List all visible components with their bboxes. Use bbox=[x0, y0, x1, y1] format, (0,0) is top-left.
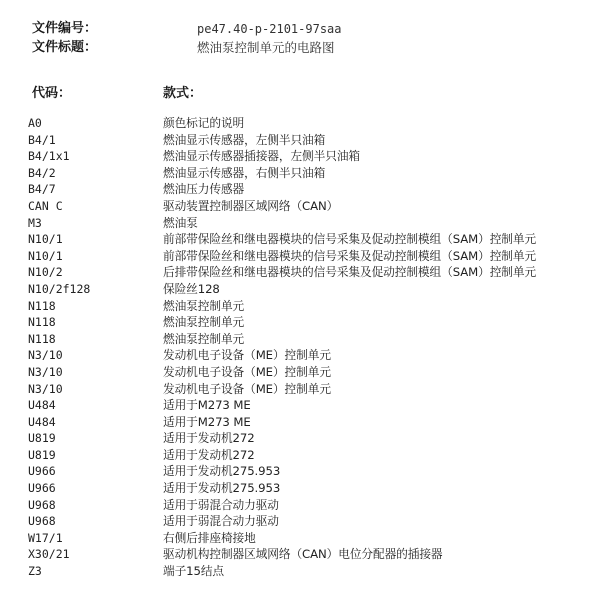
component-code: U966 bbox=[28, 464, 56, 479]
list-item bbox=[28, 347, 598, 364]
list-item bbox=[28, 165, 598, 182]
list-item bbox=[28, 132, 598, 149]
list-item bbox=[28, 181, 598, 198]
list-item bbox=[28, 198, 598, 215]
component-code: N10/2f128 bbox=[28, 281, 91, 296]
component-description: 颜色标记的说明 bbox=[163, 116, 245, 130]
component-description: 驱动装置控制器区域网络（CAN） bbox=[163, 198, 339, 213]
component-description: 发动机电子设备（ME）控制单元 bbox=[163, 381, 331, 396]
list-item bbox=[28, 314, 598, 331]
component-code: U968 bbox=[28, 514, 56, 529]
component-description: 燃油泵控制单元 bbox=[163, 315, 245, 330]
component-code: U484 bbox=[28, 398, 56, 413]
component-description: 适用于M273 ME bbox=[163, 398, 251, 413]
component-description: 发动机电子设备（ME）控制单元 bbox=[163, 364, 331, 379]
component-description: 适用于M273 ME bbox=[163, 414, 251, 429]
list-item bbox=[28, 397, 598, 414]
component-description: 燃油显示传感器，左侧半只油箱 bbox=[163, 132, 326, 147]
component-description: 燃油压力传感器 bbox=[163, 182, 245, 197]
component-description: 适用于发动机275.953 bbox=[163, 464, 281, 479]
component-code: B4/1 bbox=[28, 132, 56, 147]
component-code: U968 bbox=[28, 497, 56, 512]
list-item bbox=[28, 463, 598, 480]
component-description: 燃油泵控制单元 bbox=[163, 331, 245, 346]
component-description: 前部带保险丝和继电器模块的信号采集及促动控制模组（SAM）控制单元 bbox=[163, 248, 537, 263]
component-code: N3/10 bbox=[28, 348, 63, 363]
component-code: N118 bbox=[28, 331, 56, 346]
component-description: 燃油泵 bbox=[163, 215, 198, 230]
table-header bbox=[32, 85, 592, 103]
list-item bbox=[28, 148, 598, 165]
file-title-value: 燃油泵控制单元的电路图 bbox=[197, 40, 335, 55]
component-description: 适用于发动机272 bbox=[163, 431, 255, 446]
component-code: N118 bbox=[28, 298, 56, 313]
component-code: X30/21 bbox=[28, 547, 70, 562]
component-code: M3 bbox=[28, 215, 42, 230]
component-description: 燃油显示传感器，右侧半只油箱 bbox=[163, 165, 326, 180]
component-code: U819 bbox=[28, 447, 56, 462]
component-description: 适用于发动机275.953 bbox=[163, 481, 281, 496]
file-number-label: 文件编号： bbox=[32, 21, 98, 36]
list-item bbox=[28, 231, 598, 248]
list-item bbox=[28, 447, 598, 464]
component-code: U484 bbox=[28, 414, 56, 429]
component-code: CAN C bbox=[28, 198, 63, 213]
component-code: U966 bbox=[28, 481, 56, 496]
list-item bbox=[28, 513, 598, 530]
component-code: N3/10 bbox=[28, 381, 63, 396]
component-code: N10/2 bbox=[28, 265, 63, 280]
list-item bbox=[28, 264, 598, 281]
list-item bbox=[28, 248, 598, 265]
component-description: 后排带保险丝和继电器模块的信号采集及促动控制模组（SAM）控制单元 bbox=[163, 265, 537, 280]
component-description: 驱动机构控制器区域网络（CAN）电位分配器的插接器 bbox=[163, 547, 443, 562]
list-item bbox=[28, 497, 598, 514]
component-code: W17/1 bbox=[28, 530, 63, 545]
component-description: 发动机电子设备（ME）控制单元 bbox=[163, 348, 331, 363]
component-description: 右侧后排座椅接地 bbox=[163, 530, 256, 545]
component-code: N10/1 bbox=[28, 232, 63, 247]
component-code: B4/2 bbox=[28, 165, 56, 180]
component-code: N118 bbox=[28, 315, 56, 330]
component-code: U819 bbox=[28, 431, 56, 446]
list-item bbox=[28, 546, 598, 563]
component-code: A0 bbox=[28, 116, 42, 130]
component-code: B4/7 bbox=[28, 182, 56, 197]
component-description: 适用于弱混合动力驱动 bbox=[163, 497, 279, 512]
list-item bbox=[28, 563, 598, 580]
list-item bbox=[28, 381, 598, 398]
component-code: N10/1 bbox=[28, 248, 63, 263]
list-item bbox=[28, 331, 598, 348]
component-description: 保险丝128 bbox=[163, 281, 220, 296]
list-item bbox=[28, 215, 598, 232]
file-title-label: 文件标题： bbox=[32, 40, 98, 55]
list-item bbox=[28, 480, 598, 497]
component-description: 燃油泵控制单元 bbox=[163, 298, 245, 313]
component-description: 端子15结点 bbox=[163, 564, 225, 579]
component-description: 适用于发动机272 bbox=[163, 447, 255, 462]
list-item bbox=[28, 115, 598, 132]
list-item bbox=[28, 414, 598, 431]
list-item bbox=[28, 281, 598, 298]
component-code: B4/1x1 bbox=[28, 149, 70, 164]
component-description: 适用于弱混合动力驱动 bbox=[163, 514, 279, 529]
component-code: N3/10 bbox=[28, 364, 63, 379]
component-list bbox=[28, 115, 598, 580]
list-item bbox=[28, 430, 598, 447]
model-column-header: 款式： bbox=[163, 86, 203, 101]
list-item bbox=[28, 364, 598, 381]
list-item bbox=[28, 530, 598, 547]
code-column-header: 代码： bbox=[32, 86, 72, 101]
component-code: Z3 bbox=[28, 564, 42, 579]
file-number-value: pe47.40-p-2101-97saa bbox=[197, 22, 342, 36]
component-description: 前部带保险丝和继电器模块的信号采集及促动控制模组（SAM）控制单元 bbox=[163, 232, 537, 247]
list-item bbox=[28, 298, 598, 315]
component-description: 燃油显示传感器插接器，左侧半只油箱 bbox=[163, 149, 360, 164]
